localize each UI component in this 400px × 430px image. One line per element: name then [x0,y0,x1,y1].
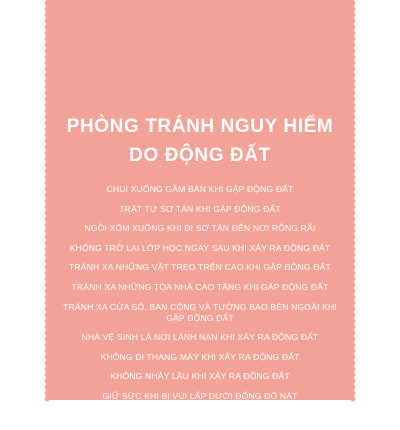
safety-tip: TRÁNH XA CỬA SỔ, BAN CÔNG VÀ TƯỜNG BAO BÊN NGOÀI KHI GẶP ĐỘNG ĐẤT [63,301,337,323]
safety-tip: TRÁNH XA NHỮNG TÒA NHÀ CAO TẦNG KHI GẶP ĐỘNG ĐẤT [71,281,329,292]
safety-tip: KHÔNG TRỞ LẠI LỚP HỌC NGAY SAU KHI XẢY RA ĐỘNG ĐẤT [69,242,331,253]
poster-card [46,0,354,421]
safety-tip: KHÔNG ĐI THANG MÁY KHI XẢY RA ĐỘNG ĐẤT [100,351,300,362]
safety-tip: TRẬT TỰ SƠ TÁN KHI GẶP ĐỘNG ĐẤT [119,203,281,214]
poster-title-line-1: PHÒNG TRÁNH NGUY HIỂM [66,116,334,137]
safety-tip: GIỮ SỨC KHI BỊ VÙI LẤP DƯỚI ĐỐNG ĐỔ NÁT [102,390,298,401]
safety-tip: TRÁNH XA NHỮNG VẬT TREO TRÊN CAO KHI GẶP ĐỘNG ĐẤT [69,262,331,273]
safety-tips-list [46,184,354,430]
safety-tip: NHÀ VỆ SINH LÀ NƠI LÁNH NẠN KHI XẢY RA ĐỘNG ĐẤT [81,332,319,343]
poster-title-line-2: DO ĐỘNG ĐẤT [129,145,271,166]
safety-tip: KHÔNG TIN NHỮNG LỜI ĐỒN ĐẠI VỀ ĐỘNG ĐẤT [97,410,303,421]
safety-tip: NGỒI XỔM XUỐNG KHI ĐI SƠ TÁN ĐẾN NƠI RỘNG RÃI [84,223,316,234]
safety-tip: KHÔNG NHẢY LẦU KHI XẢY RA ĐỘNG ĐẤT [110,371,290,382]
safety-tip: CHUI XUỐNG GẦM BÀN KHI GẶP ĐỘNG ĐẤT [106,184,294,194]
